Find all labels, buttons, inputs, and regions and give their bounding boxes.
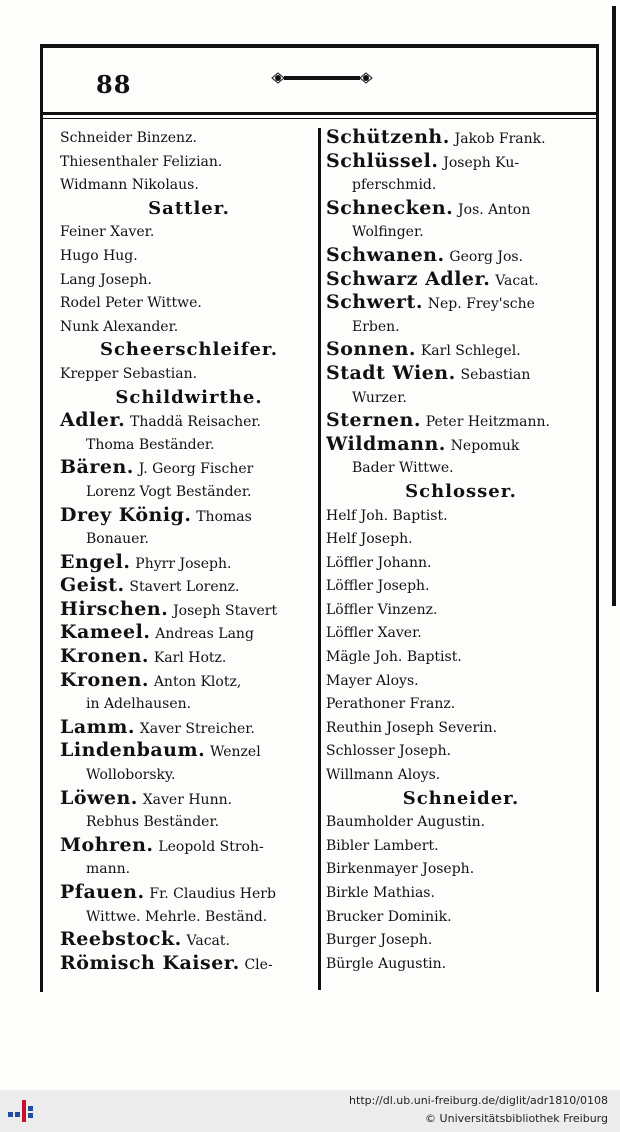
directory-entry: [60, 598, 318, 622]
directory-entry: [326, 574, 596, 598]
entry-name: Lamm.: [60, 715, 135, 738]
entry-continuation: [60, 692, 318, 716]
entry-text: Helf Joseph.: [326, 531, 413, 548]
entry-name: Hirschen.: [60, 597, 169, 620]
directory-entry: [326, 834, 596, 858]
entry-text: Wenzel: [210, 744, 261, 761]
directory-entry: [60, 504, 318, 528]
entry-name: Wildmann.: [326, 432, 446, 455]
entry-text: Wittwe. Mehrle. Beständ.: [86, 908, 268, 925]
entry-text: Löffler Johann.: [326, 554, 432, 571]
entry-name: Reebstock.: [60, 928, 182, 951]
entry-text: pferschmid.: [352, 177, 437, 194]
entry-name: Löwen.: [60, 786, 138, 809]
directory-entry: [326, 362, 596, 386]
entry-name: Mohren.: [60, 833, 154, 856]
directory-entry: [326, 338, 596, 362]
entry-name: Römisch Kaiser.: [60, 951, 240, 974]
entry-text: Wolfinger.: [352, 224, 424, 241]
entry-text: Karl Schlegel.: [420, 343, 521, 360]
directory-entry: [326, 692, 596, 716]
entry-text: Vacat.: [186, 933, 230, 950]
entry-continuation: [326, 220, 596, 244]
directory-entry: [326, 244, 596, 268]
entry-text: Jos. Anton: [458, 201, 531, 218]
directory-entry: [326, 527, 596, 551]
entry-name: Sonnen.: [326, 338, 417, 361]
entry-continuation: [60, 480, 318, 504]
entry-text: Bibler Lambert.: [326, 837, 439, 854]
directory-entry: [326, 952, 596, 976]
entry-text: Bürgle Augustin.: [326, 955, 447, 972]
directory-entry: [326, 857, 596, 881]
decorative-rule-ornament-icon: [270, 72, 374, 84]
directory-entry: [60, 574, 318, 598]
entry-text: Fr. Claudius Herb: [149, 886, 276, 902]
entry-text: Xaver Hunn.: [142, 791, 233, 808]
entry-text: J. Georg Fischer: [138, 461, 254, 478]
directory-entry: [60, 669, 318, 693]
entry-text: Georg Jos.: [449, 248, 524, 265]
entry-text: Nepomuk: [450, 437, 520, 454]
section-heading: Schlosser.: [405, 480, 517, 502]
entry-continuation: [60, 433, 318, 457]
entry-text: in Adelhausen.: [86, 696, 192, 713]
entry-text: Xaver Streicher.: [139, 720, 255, 737]
entry-name: Geist.: [60, 574, 125, 597]
directory-entry: [60, 787, 318, 811]
entry-text: Cle-: [244, 956, 273, 973]
entry-text: Schlosser Joseph.: [326, 743, 452, 760]
entry-text: Erben.: [352, 318, 400, 335]
entry-text: Birkle Mathias.: [326, 885, 435, 901]
section-heading: Scheerschleifer.: [99, 339, 279, 361]
entry-text: Löffler Xaver.: [326, 625, 422, 642]
directory-entry: [60, 362, 318, 386]
entry-continuation: [326, 456, 596, 480]
directory-entry: [60, 315, 318, 339]
entry-text: Nunk Alexander.: [60, 318, 179, 335]
entry-name: Stadt Wien.: [326, 361, 456, 384]
entry-name: Schwert.: [326, 291, 423, 314]
directory-entry: [60, 551, 318, 575]
entry-text: Birkenmayer Joseph.: [326, 861, 475, 878]
directory-entry: [326, 433, 596, 457]
entry-name: Kronen.: [60, 645, 150, 668]
entry-text: Andreas Lang: [155, 626, 254, 643]
directory-entry: [60, 928, 318, 952]
directory-entry: [326, 739, 596, 763]
directory-entry: [60, 220, 318, 244]
directory-entry: [326, 409, 596, 433]
directory-entry: [60, 952, 318, 976]
entry-name: Pfauen.: [60, 881, 145, 903]
entry-text: Willmann Aloys.: [326, 767, 441, 784]
entry-text: Thoma Beständer.: [86, 436, 215, 453]
ub-freiburg-logo-icon[interactable]: [8, 1098, 38, 1124]
directory-entry: [326, 268, 596, 292]
entry-text: Feiner Xaver.: [60, 224, 155, 241]
directory-entry: [60, 244, 318, 268]
column-divider-rule: [318, 128, 321, 990]
entry-text: Jakob Frank.: [454, 131, 546, 147]
entry-text: Thiesenthaler Felizian.: [60, 153, 223, 170]
entry-text: Sebastian: [460, 366, 531, 383]
entry-text: Löffler Joseph.: [326, 578, 430, 595]
entry-continuation: [60, 763, 318, 787]
entry-text: Karl Hotz.: [153, 650, 227, 667]
entry-text: Bonauer.: [86, 531, 149, 548]
directory-entry: [60, 126, 318, 150]
entry-text: Helf Joh. Baptist.: [326, 507, 448, 524]
entry-text: Wolloborsky.: [86, 767, 176, 784]
directory-entry: [326, 197, 596, 221]
entry-continuation: [60, 905, 318, 929]
entry-name: Sternen.: [326, 409, 421, 432]
directory-entry: [326, 150, 596, 174]
directory-entry: [326, 810, 596, 834]
directory-entry: [326, 291, 596, 315]
entry-continuation: [326, 173, 596, 197]
entry-text: Widmann Nikolaus.: [60, 177, 199, 194]
directory-entry: [326, 669, 596, 693]
section-heading: Schneider.: [402, 787, 520, 809]
entry-text: Lang Joseph.: [60, 271, 153, 288]
entry-text: Hugo Hug.: [60, 247, 138, 264]
copyright-text: © Universitätsbibliothek Freiburg: [425, 1112, 608, 1125]
entry-continuation: [60, 857, 318, 881]
directory-entry: [326, 598, 596, 622]
entry-name: Bären.: [60, 456, 134, 479]
document-url-link[interactable]: http://dl.ub.uni-freiburg.de/diglit/adr1810/0108: [349, 1094, 608, 1107]
entry-text: Baumholder Augustin.: [326, 814, 486, 831]
entry-text: Perathoner Franz.: [326, 696, 456, 713]
entry-text: Rodel Peter Wittwe.: [60, 295, 202, 312]
entry-text: Burger Joseph.: [326, 932, 433, 949]
directory-entry: [60, 173, 318, 197]
entry-text: Löffler Vinzenz.: [326, 601, 438, 618]
directory-entry: [60, 716, 318, 740]
directory-entry: [60, 409, 318, 433]
directory-entry: [326, 928, 596, 952]
entry-continuation: [326, 315, 596, 339]
header-double-rule: [40, 112, 596, 119]
entry-text: Joseph Stavert: [173, 602, 278, 619]
directory-entry: [326, 504, 596, 528]
entry-name: Drey König.: [60, 503, 192, 526]
entry-text: Stavert Lorenz.: [129, 579, 240, 596]
entry-text: Anton Klotz,: [153, 673, 242, 690]
entry-text: Reuthin Joseph Severin.: [326, 719, 498, 736]
entry-continuation: [60, 527, 318, 551]
entry-text: Schneider Binzenz.: [60, 130, 197, 146]
directory-entry: [60, 456, 318, 480]
entry-text: Rebhus Beständer.: [86, 814, 220, 831]
entry-text: Krepper Sebastian.: [60, 365, 198, 382]
entry-text: mann.: [86, 861, 131, 878]
entry-text: Brucker Dominik.: [326, 908, 452, 925]
entry-text: Bader Wittwe.: [352, 460, 454, 477]
right-column: [326, 126, 596, 975]
directory-entry: [60, 268, 318, 292]
entry-name: Engel.: [60, 550, 131, 573]
right-border-rule: [596, 44, 599, 992]
directory-entry: [60, 834, 318, 858]
directory-entry: [326, 645, 596, 669]
outer-right-border-rule: [612, 6, 616, 606]
directory-entry: [326, 126, 596, 150]
directory-entry: [326, 905, 596, 929]
directory-entry: [60, 645, 318, 669]
entry-text: Mayer Aloys.: [326, 672, 419, 689]
entry-text: Lorenz Vogt Beständer.: [86, 483, 252, 500]
entry-text: Joseph Ku-: [443, 154, 520, 171]
entry-name: Schlüssel.: [326, 149, 439, 172]
entry-name: Adler.: [60, 409, 126, 432]
entry-text: Thaddä Reisacher.: [130, 414, 262, 431]
entry-name: Schützenh.: [326, 126, 450, 148]
directory-entry: [326, 551, 596, 575]
entry-name: Lindenbaum.: [60, 739, 206, 762]
entry-name: Kameel.: [60, 621, 151, 644]
page-number: 88: [96, 70, 132, 99]
top-border-rule: [40, 44, 598, 48]
section-heading: Schildwirthe.: [115, 386, 263, 408]
directory-entry: [326, 881, 596, 905]
directory-entry: [326, 716, 596, 740]
entry-text: Mägle Joh. Baptist.: [326, 649, 462, 666]
viewer-footer: [0, 1090, 620, 1132]
entry-name: Schwanen.: [326, 243, 445, 266]
directory-entry: [60, 291, 318, 315]
entry-text: Phyrr Joseph.: [135, 555, 232, 572]
entry-name: Kronen.: [60, 668, 150, 691]
entry-name: Schnecken.: [326, 196, 454, 219]
entry-name: Schwarz Adler.: [326, 267, 491, 290]
directory-entry: [60, 150, 318, 174]
entry-continuation: [326, 386, 596, 410]
entry-text: Wurzer.: [352, 389, 407, 406]
section-heading: Sattler.: [148, 197, 230, 219]
directory-entry: [326, 621, 596, 645]
directory-entry: [60, 621, 318, 645]
entry-text: Leopold Stroh-: [158, 838, 264, 855]
left-border-rule: [40, 44, 43, 992]
left-column: [60, 126, 318, 975]
directory-entry: [60, 739, 318, 763]
directory-entry: [326, 763, 596, 787]
entry-continuation: [60, 810, 318, 834]
entry-text: Peter Heitzmann.: [425, 414, 550, 431]
entry-text: Thomas: [196, 508, 252, 525]
entry-text: Nep. Frey'sche: [427, 296, 535, 313]
entry-text: Vacat.: [495, 272, 539, 289]
directory-entry: [60, 881, 318, 905]
